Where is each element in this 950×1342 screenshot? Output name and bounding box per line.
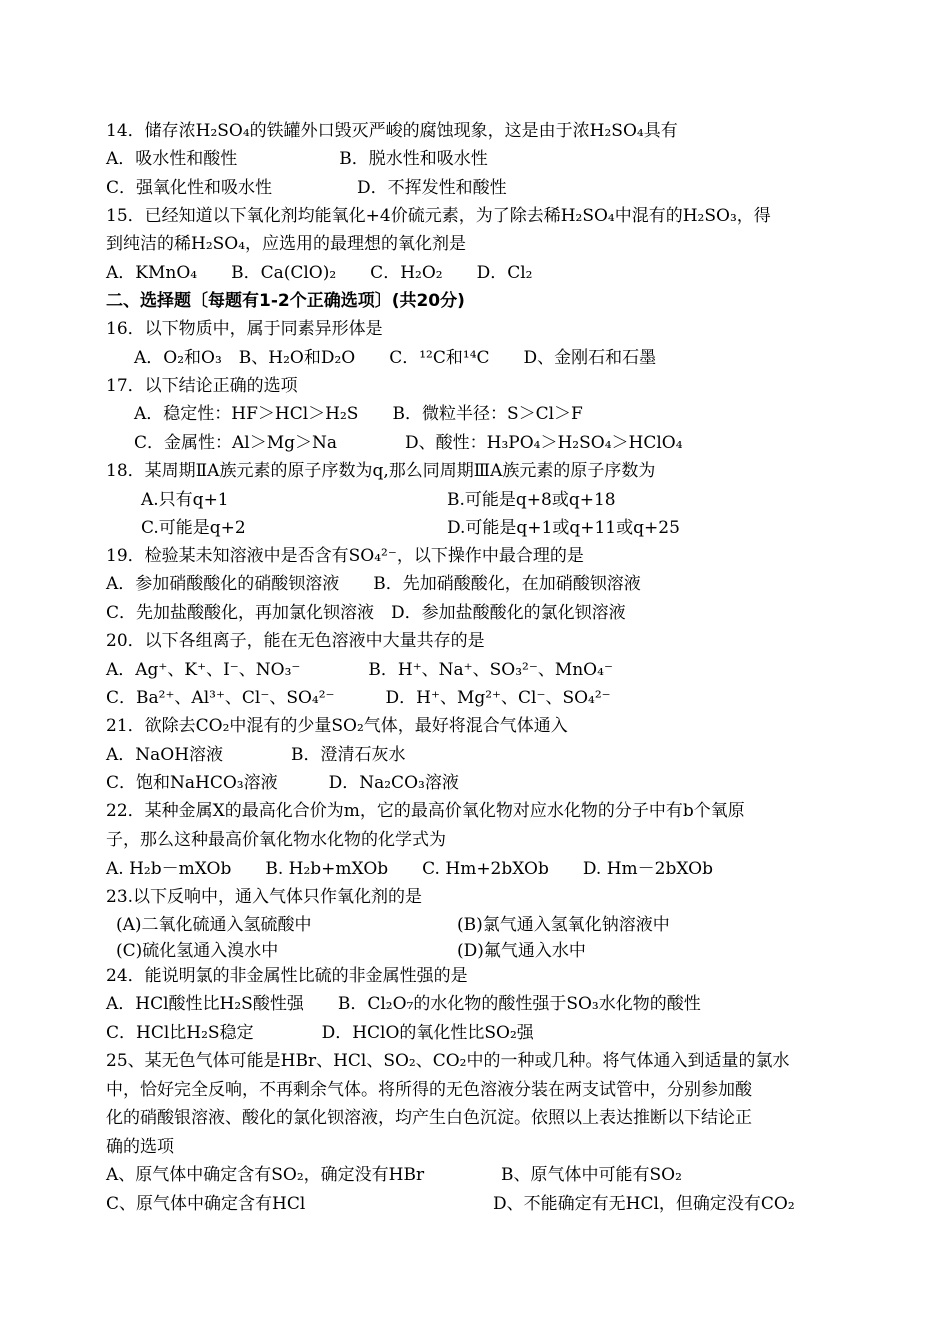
q25-stem-line3: 化的硝酸银溶液、酸化的氯化钡溶液，均产生白色沉淀。依照以上表达推断以下结论正 xyxy=(106,1108,752,1128)
q16-stem: 16．以下物质中，属于同素异形体是 xyxy=(106,319,383,339)
q25-stem-line2: 中，恰好完全反响，不再剩余气体。将所得的无色溶液分装在两支试管中，分别参加酸 xyxy=(106,1080,752,1100)
q24-stem: 24．能说明氯的非金属性比硫的非金属性强的是 xyxy=(106,966,468,986)
q24-options-cd: C．HCl比H₂S稳定 D．HClO的氧化性比SO₂强 xyxy=(106,1023,534,1043)
q15-options: A．KMnO₄ B．Ca(ClO)₂ C．H₂O₂ D．Cl₂ xyxy=(106,263,533,283)
q23-option-c: (C)硫化氢通入溴水中 xyxy=(116,941,279,961)
q17-stem: 17．以下结论正确的选项 xyxy=(106,376,298,396)
q23-option-a: (A)二氧化硫通入氢硫酸中 xyxy=(116,915,312,935)
q14-options-ab: A．吸水性和酸性 B．脱水性和吸水性 xyxy=(106,149,488,169)
q19-stem: 19．检验某未知溶液中是否含有SO₄²⁻，以下操作中最合理的是 xyxy=(106,546,584,566)
q18-option-c: C.可能是q+2 xyxy=(141,518,246,538)
q21-options-ab: A．NaOH溶液 B．澄清石灰水 xyxy=(106,745,406,765)
q20-stem: 20．以下各组离子，能在无色溶液中大量共存的是 xyxy=(106,631,485,651)
q20-options-cd: C．Ba²⁺、Al³⁺、Cl⁻、SO₄²⁻ D．H⁺、Mg²⁺、Cl⁻、SO₄²⁻ xyxy=(106,688,611,708)
q25-option-d: D、不能确定有无HCl，但确定没有CO₂ xyxy=(493,1194,795,1214)
q23-option-d: (D)氟气通入水中 xyxy=(457,941,586,961)
q15-stem-line1: 15．已经知道以下氧化剂均能氧化+4价硫元素，为了除去稀H₂SO₄中混有的H₂SO₃，得 xyxy=(106,206,771,226)
q18-option-d: D.可能是q+1或q+11或q+25 xyxy=(447,518,680,538)
q20-options-ab: A．Ag⁺、K⁺、I⁻、NO₃⁻ B．H⁺、Na⁺、SO₃²⁻、MnO₄⁻ xyxy=(106,660,613,680)
q17-options-ab: A．稳定性：HF＞HCl＞H₂S B．微粒半径：S＞Cl＞F xyxy=(134,404,583,424)
q14-options-cd: C．强氧化性和吸水性 D．不挥发性和酸性 xyxy=(106,178,507,198)
q25-option-a: A、原气体中确定含有SO₂，确定没有HBr xyxy=(106,1165,425,1185)
q25-stem-line1: 25、某无色气体可能是HBr、HCl、SO₂、CO₂中的一种或几种。将气体通入到适量的氯水 xyxy=(106,1051,790,1071)
q22-options: A. H₂b－mXOb B. H₂b+mXOb C. Hm+2bXOb D. Hm－2bXOb xyxy=(106,859,713,879)
q18-stem: 18．某周期ⅡA族元素的原子序数为q,那么同周期ⅢA族元素的原子序数为 xyxy=(106,461,656,481)
q23-option-b: (B)氯气通入氢氧化钠溶液中 xyxy=(457,915,670,935)
q25-stem-line4: 确的选项 xyxy=(106,1137,174,1157)
q25-option-c: C、原气体中确定含有HCl xyxy=(106,1194,306,1214)
q15-stem-line2: 到纯洁的稀H₂SO₄，应选用的最理想的氧化剂是 xyxy=(106,234,467,254)
q18-option-b: B.可能是q+8或q+18 xyxy=(447,490,616,510)
q22-stem-line1: 22．某种金属X的最高化合价为m，它的最高价氧化物对应水化物的分子中有b个氧原 xyxy=(106,801,745,821)
q21-options-cd: C．饱和NaHCO₃溶液 D．Na₂CO₃溶液 xyxy=(106,773,459,793)
q22-stem-line2: 子，那么这种最高价氧化物水化物的化学式为 xyxy=(106,830,446,850)
q21-stem: 21．欲除去CO₂中混有的少量SO₂气体，最好将混合气体通入 xyxy=(106,716,568,736)
q19-options-ab: A．参加硝酸酸化的硝酸钡溶液 B．先加硝酸酸化，在加硝酸钡溶液 xyxy=(106,574,641,594)
q24-options-ab: A．HCl酸性比H₂S酸性强 B．Cl₂O₇的水化物的酸性强于SO₃水化物的酸性 xyxy=(106,994,701,1014)
q17-options-cd: C．金属性：Al＞Mg＞Na D、酸性：H₃PO₄＞H₂SO₄＞HClO₄ xyxy=(134,433,683,453)
q18-option-a: A.只有q+1 xyxy=(141,490,229,510)
q23-stem: 23.以下反响中，通入气体只作氧化剂的是 xyxy=(106,887,423,907)
q14-stem: 14．储存浓H₂SO₄的铁罐外口毁灭严峻的腐蚀现象，这是由于浓H₂SO₄具有 xyxy=(106,121,678,141)
q16-options: A．O₂和O₃ B、H₂O和D₂O C．¹²C和¹⁴C D、金刚石和石墨 xyxy=(134,348,657,368)
q25-option-b: B、原气体中可能有SO₂ xyxy=(501,1165,682,1185)
section-heading: 二、选择题〔每题有1-2个正确选项〕(共20分) xyxy=(106,291,465,311)
q19-options-cd: C．先加盐酸酸化，再加氯化钡溶液 D．参加盐酸酸化的氯化钡溶液 xyxy=(106,603,626,623)
